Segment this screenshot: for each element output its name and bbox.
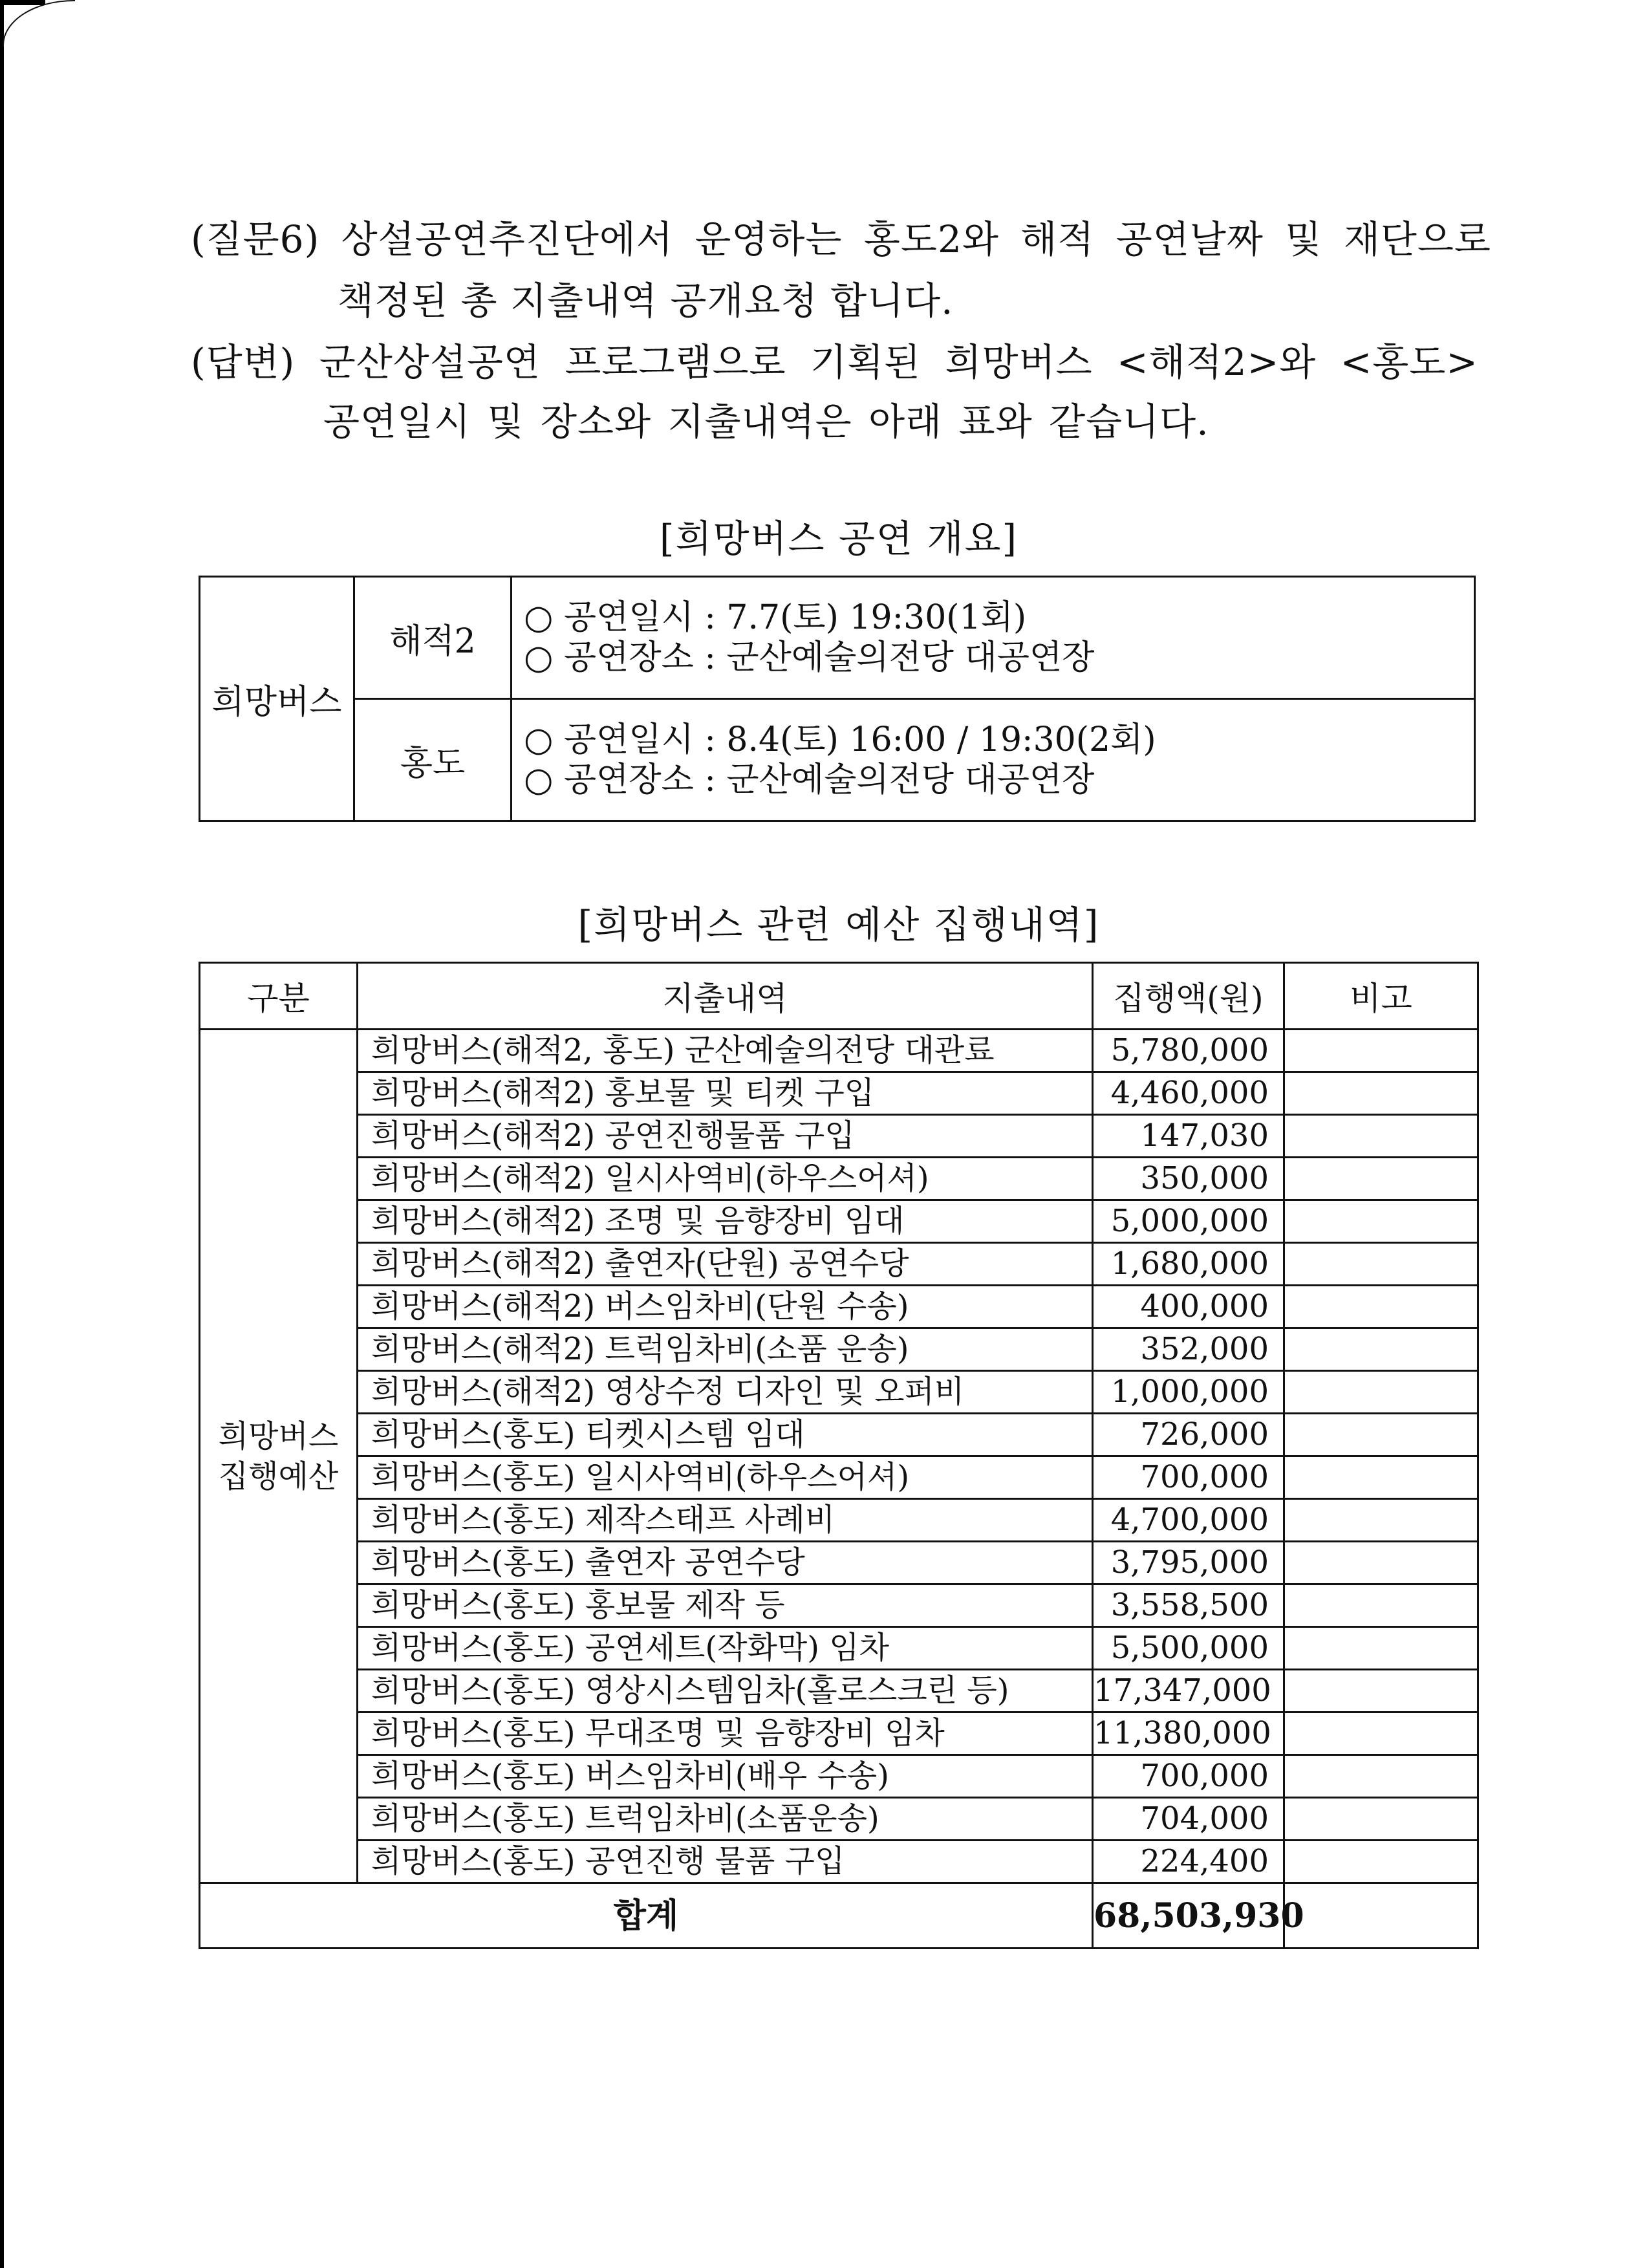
- expense-amount: 1,000,000: [1093, 1371, 1284, 1414]
- expense-amount: 5,500,000: [1093, 1627, 1284, 1670]
- budget-row: [200, 1712, 1478, 1755]
- scan-border: [0, 0, 4, 2268]
- total-note: [1284, 1883, 1478, 1949]
- budget-row: [200, 1243, 1478, 1286]
- expense-note: [1284, 1286, 1478, 1328]
- expense-amount: 700,000: [1093, 1456, 1284, 1499]
- expense-description: 희망버스(홍도) 공연세트(작화막) 임차: [358, 1627, 1093, 1670]
- expense-note: [1284, 1542, 1478, 1584]
- expense-description: 희망버스(해적2, 홍도) 군산예술의전당 대관료: [358, 1030, 1093, 1072]
- question-label: (질문6): [191, 217, 320, 261]
- question-line-1: [191, 217, 1491, 262]
- expense-note: [1284, 1499, 1478, 1542]
- expense-amount: 400,000: [1093, 1286, 1284, 1328]
- budget-header-row: [200, 963, 1478, 1030]
- total-label: 합계: [200, 1883, 1093, 1949]
- budget-row: [200, 1798, 1478, 1841]
- budget-group-line-2: 집행예산: [218, 1458, 339, 1495]
- expense-amount: 352,000: [1093, 1328, 1284, 1371]
- expense-note: [1284, 1328, 1478, 1371]
- overview-venue-line: ○ 공연장소 : 군산예술의전당 대공연장: [524, 761, 1095, 799]
- budget-row: [200, 1456, 1478, 1499]
- budget-row: [200, 1499, 1478, 1542]
- expense-description: 희망버스(홍도) 티켓시스템 임대: [358, 1414, 1093, 1456]
- expense-note: [1284, 1200, 1478, 1243]
- overview-show-name: 홍도: [354, 699, 512, 821]
- expense-amount: 1,680,000: [1093, 1243, 1284, 1286]
- budget-row: [200, 1670, 1478, 1712]
- expense-description: 희망버스(홍도) 무대조명 및 음향장비 임차: [358, 1712, 1093, 1755]
- overview-title: [희망버스 공연 개요]: [659, 517, 1018, 561]
- expense-note: [1284, 1371, 1478, 1414]
- expense-amount: 350,000: [1093, 1158, 1284, 1200]
- overview-table: [199, 576, 1476, 822]
- expense-note: [1284, 1456, 1478, 1499]
- expense-note: [1284, 1414, 1478, 1456]
- expense-description: 희망버스(해적2) 영상수정 디자인 및 오퍼비: [358, 1371, 1093, 1414]
- budget-total-row: [200, 1883, 1478, 1949]
- expense-amount: 726,000: [1093, 1414, 1284, 1456]
- overview-date-line: ○ 공연일시 : 7.7(토) 19:30(1회): [524, 598, 1027, 637]
- budget-row: [200, 1158, 1478, 1200]
- budget-row: [200, 1755, 1478, 1798]
- budget-row: [200, 1030, 1478, 1072]
- question-text-1: 상설공연추진단에서 운영하는 홍도2와 해적 공연날짜 및 재단으로: [341, 217, 1491, 261]
- expense-description: 희망버스(홍도) 일시사역비(하우스어셔): [358, 1456, 1093, 1499]
- overview-row: [200, 699, 1475, 821]
- budget-row: [200, 1328, 1478, 1371]
- expense-description: 희망버스(해적2) 조명 및 음향장비 임대: [358, 1200, 1093, 1243]
- overview-show-detail: [512, 699, 1475, 821]
- expense-note: [1284, 1243, 1478, 1286]
- expense-description: 희망버스(홍도) 제작스태프 사례비: [358, 1499, 1093, 1542]
- expense-amount: 3,795,000: [1093, 1542, 1284, 1584]
- budget-title: [희망버스 관련 예산 집행내역]: [577, 903, 1100, 947]
- budget-row: [200, 1584, 1478, 1627]
- header-category: 구분: [200, 963, 358, 1030]
- budget-group-line-1: 희망버스: [218, 1418, 339, 1454]
- expense-note: [1284, 1158, 1478, 1200]
- expense-note: [1284, 1798, 1478, 1841]
- expense-note: [1284, 1072, 1478, 1115]
- budget-row: [200, 1371, 1478, 1414]
- expense-note: [1284, 1584, 1478, 1627]
- expense-amount: 700,000: [1093, 1755, 1284, 1798]
- scan-curl-mark: [3, 0, 75, 47]
- expense-note: [1284, 1030, 1478, 1072]
- expense-description: 희망버스(해적2) 트럭임차비(소품 운송): [358, 1328, 1093, 1371]
- expense-amount: 5,000,000: [1093, 1200, 1284, 1243]
- expense-note: [1284, 1115, 1478, 1158]
- budget-body: [200, 1030, 1478, 1883]
- expense-description: 희망버스(홍도) 홍보물 제작 등: [358, 1584, 1093, 1627]
- expense-amount: 147,030: [1093, 1115, 1284, 1158]
- scan-corner: [0, 0, 45, 5]
- expense-description: 희망버스(홍도) 영상시스템임차(홀로스크린 등): [358, 1670, 1093, 1712]
- budget-group-cell: [200, 1030, 358, 1883]
- expense-amount: 704,000: [1093, 1798, 1284, 1841]
- overview-date-line: ○ 공연일시 : 8.4(토) 16:00 / 19:30(2회): [524, 720, 1156, 759]
- expense-description: 희망버스(해적2) 버스임차비(단원 수송): [358, 1286, 1093, 1328]
- overview-group-cell: 희망버스: [200, 577, 354, 821]
- header-description: 지출내역: [358, 963, 1093, 1030]
- expense-description: 희망버스(홍도) 공연진행 물품 구입: [358, 1841, 1093, 1883]
- overview-show-name: 해적2: [354, 577, 512, 699]
- expense-amount: 224,400: [1093, 1841, 1284, 1883]
- overview-venue-line: ○ 공연장소 : 군산예술의전당 대공연장: [524, 638, 1095, 677]
- expense-amount: 5,780,000: [1093, 1030, 1284, 1072]
- expense-note: [1284, 1670, 1478, 1712]
- expense-description: 희망버스(홍도) 버스임차비(배우 수송): [358, 1755, 1093, 1798]
- expense-description: 희망버스(해적2) 일시사역비(하우스어셔): [358, 1158, 1093, 1200]
- budget-table: [199, 962, 1479, 1949]
- budget-row: [200, 1542, 1478, 1584]
- question-line-2: 책정된 총 지출내역 공개요청 합니다.: [338, 279, 954, 323]
- answer-text-1: 군산상설공연 프로그램으로 기획된 희망버스 <해적2>와 <홍도>: [319, 340, 1478, 384]
- budget-row: [200, 1286, 1478, 1328]
- expense-note: [1284, 1755, 1478, 1798]
- budget-row: [200, 1072, 1478, 1115]
- expense-amount: 4,460,000: [1093, 1072, 1284, 1115]
- overview-row: [200, 577, 1475, 699]
- expense-description: 희망버스(해적2) 홍보물 및 티켓 구입: [358, 1072, 1093, 1115]
- budget-row: [200, 1115, 1478, 1158]
- header-note: 비고: [1284, 963, 1478, 1030]
- expense-amount: 11,380,000: [1093, 1712, 1284, 1755]
- total-amount: 68,503,930: [1093, 1883, 1284, 1949]
- expense-description: 희망버스(해적2) 출연자(단원) 공연수당: [358, 1243, 1093, 1286]
- expense-amount: 17,347,000: [1093, 1670, 1284, 1712]
- expense-note: [1284, 1841, 1478, 1883]
- expense-description: 희망버스(해적2) 공연진행물품 구입: [358, 1115, 1093, 1158]
- answer-line-1: [191, 340, 1478, 385]
- budget-row: [200, 1414, 1478, 1456]
- expense-note: [1284, 1627, 1478, 1670]
- expense-amount: 4,700,000: [1093, 1499, 1284, 1542]
- budget-row: [200, 1200, 1478, 1243]
- answer-line-2: 공연일시 및 장소와 지출내역은 아래 표와 같습니다.: [323, 400, 1209, 444]
- expense-description: 희망버스(홍도) 트럭임차비(소품운송): [358, 1798, 1093, 1841]
- expense-amount: 3,558,500: [1093, 1584, 1284, 1627]
- expense-note: [1284, 1712, 1478, 1755]
- answer-label: (답변): [191, 340, 296, 384]
- budget-row: [200, 1841, 1478, 1883]
- budget-row: [200, 1627, 1478, 1670]
- overview-show-detail: [512, 577, 1475, 699]
- header-amount: 집행액(원): [1093, 963, 1284, 1030]
- expense-description: 희망버스(홍도) 출연자 공연수당: [358, 1542, 1093, 1584]
